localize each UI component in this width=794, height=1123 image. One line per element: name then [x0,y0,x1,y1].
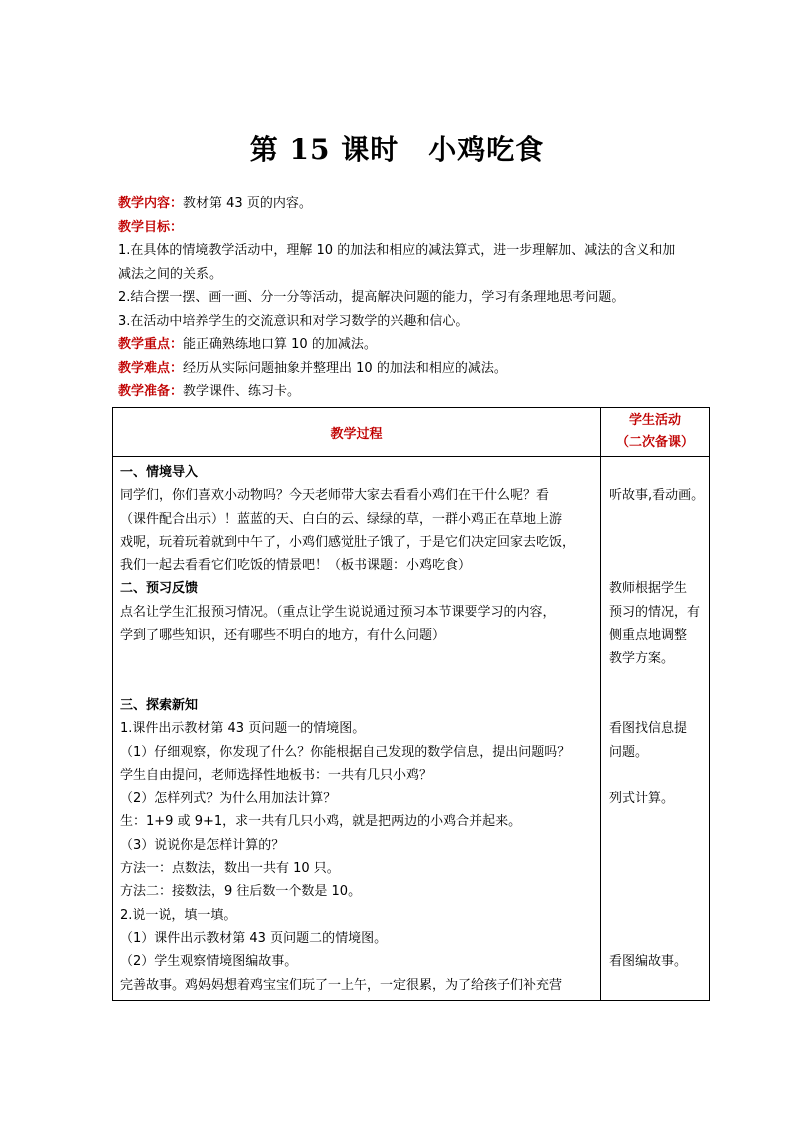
process-line: （2）学生观察情境图编故事。 [120,954,298,970]
prep-label: 教学准备： [118,384,184,399]
activity-line [609,508,705,531]
table-header-row [113,408,710,457]
process-line: 方法二：接数法，9 往后数一个数是 10。 [120,884,362,900]
content-text: 教材第 43 页的内容。 [183,196,312,211]
process-line [120,671,594,694]
goals-row [118,216,688,240]
key-label: 教学重点： [118,337,184,352]
activity-line [609,834,705,857]
process-line: 生：1+9 或 9+1，求一共有几只小鸡，就是把两边的小鸡合并起来。 [120,814,522,830]
prep-text: 教学课件、练习卡。 [183,384,301,399]
process-lines [113,457,600,997]
process-line: 学生自由提问，老师选择性地板书：一共有几只小鸡？ [120,767,433,783]
goal-item-2: 2.结合摆一摆、画一画、分一分等活动，提高解决问题的能力，学习有条理地思考问题。 [118,290,625,305]
process-line: 学到了哪些知识，还有哪些不明白的地方，有什么问题） [120,628,446,644]
activity-line [609,764,705,787]
process-line: 2.说一说，填一填。 [120,907,237,923]
section-heading: 二、预习反馈 [120,581,199,597]
process-line: 戏呢，玩着玩着就到中午了，小鸡们感觉肚子饿了，于是它们决定回家去吃饭， [120,534,576,550]
header-student-activity [601,408,710,457]
key-text: 能正确熟练地口算 10 的加减法。 [183,337,377,352]
section-heading: 三、探索新知 [120,697,199,713]
activity-line [609,531,705,554]
goal-item-3: 3.在活动中培养学生的交流意识和对学习数学的兴趣和信心。 [118,313,469,329]
key-row [118,333,688,357]
difficulty-text: 经历从实际问题抽象并整理出 10 的加法和相应的减法。 [183,360,507,376]
content-label: 教学内容： [118,196,184,211]
activity-line: 看图找信息提 [609,721,688,737]
process-line: 同学们，你们喜欢小动物吗？今天老师带大家去看看小鸡们在干什么呢？看 [120,488,550,504]
activity-line [609,857,705,880]
difficulty-row [118,357,688,381]
table-body-row [113,457,710,1001]
activity-line [609,880,705,903]
lesson-table [112,407,710,1001]
process-line: （课件配合出示）！蓝蓝的天、白白的云、绿绿的草，一群小鸡正在草地上游 [120,511,563,527]
activity-line: 教学方案。 [609,651,675,667]
process-line: （3）说说你是怎样计算的？ [120,837,285,853]
activity-line [609,927,705,950]
process-line [120,647,594,670]
goal-item-1: 1.在具体的情境教学活动中，理解 10 的加法和相应的减法算式，进一步理解加、减法的含义和加减法之间的关系。 [118,243,676,282]
process-line: 点名让学生汇报预习情况。（重点让学生说说通过预习本节课要学习的内容， [120,604,556,620]
activity-lines [601,457,709,997]
activity-line: 问题。 [609,744,649,760]
activity-line: 看图编故事。 [609,954,688,970]
process-line: 完善故事。鸡妈妈想着鸡宝宝们玩了一上午，一定很累，为了给孩子们补充营 [120,977,563,993]
process-line: （1）课件出示教材第 43 页问题二的情境图。 [120,930,388,946]
activity-line [609,671,705,694]
activity-line: 预习的情况，有 [609,604,701,620]
activity-line [609,461,705,484]
header-second-prep: （二次备课） [615,435,694,450]
activity-line [609,694,705,717]
goals-label: 教学目标： [118,219,184,235]
lesson-meta [118,192,688,404]
activity-line: 教师根据学生 [609,581,688,597]
content-row [118,192,688,216]
page-title: 第 15 课时 小鸡吃食 [249,133,545,166]
process-line: 1.课件出示教材第 43 页问题一的情境图。 [120,721,366,737]
activity-line [609,810,705,833]
activity-line [609,904,705,927]
prep-row [118,380,688,404]
header-student-activity-title: 学生活动 [628,413,681,428]
activity-line [609,974,705,997]
section-heading: 一、情境导入 [120,465,199,480]
process-line: （1）仔细观察，你发现了什么？你能根据自己发现的数学信息，提出问题吗？ [120,744,571,760]
process-line: 方法一：点数法，数出一共有 10 只。 [120,861,340,877]
activity-line: 听故事,看动画。 [609,488,705,504]
difficulty-label: 教学难点： [118,360,184,376]
process-line: （2）怎样列式？为什么用加法计算？ [120,791,337,807]
header-process: 教学过程 [113,408,601,457]
process-cell [113,457,601,1001]
activity-line: 列式计算。 [609,791,675,807]
activity-line [609,554,705,577]
activity-cell [601,457,710,1001]
process-line: 我们一起去看看它们吃饭的情景吧！（板书课题：小鸡吃食） [120,558,472,574]
activity-line: 侧重点地调整 [609,628,688,644]
